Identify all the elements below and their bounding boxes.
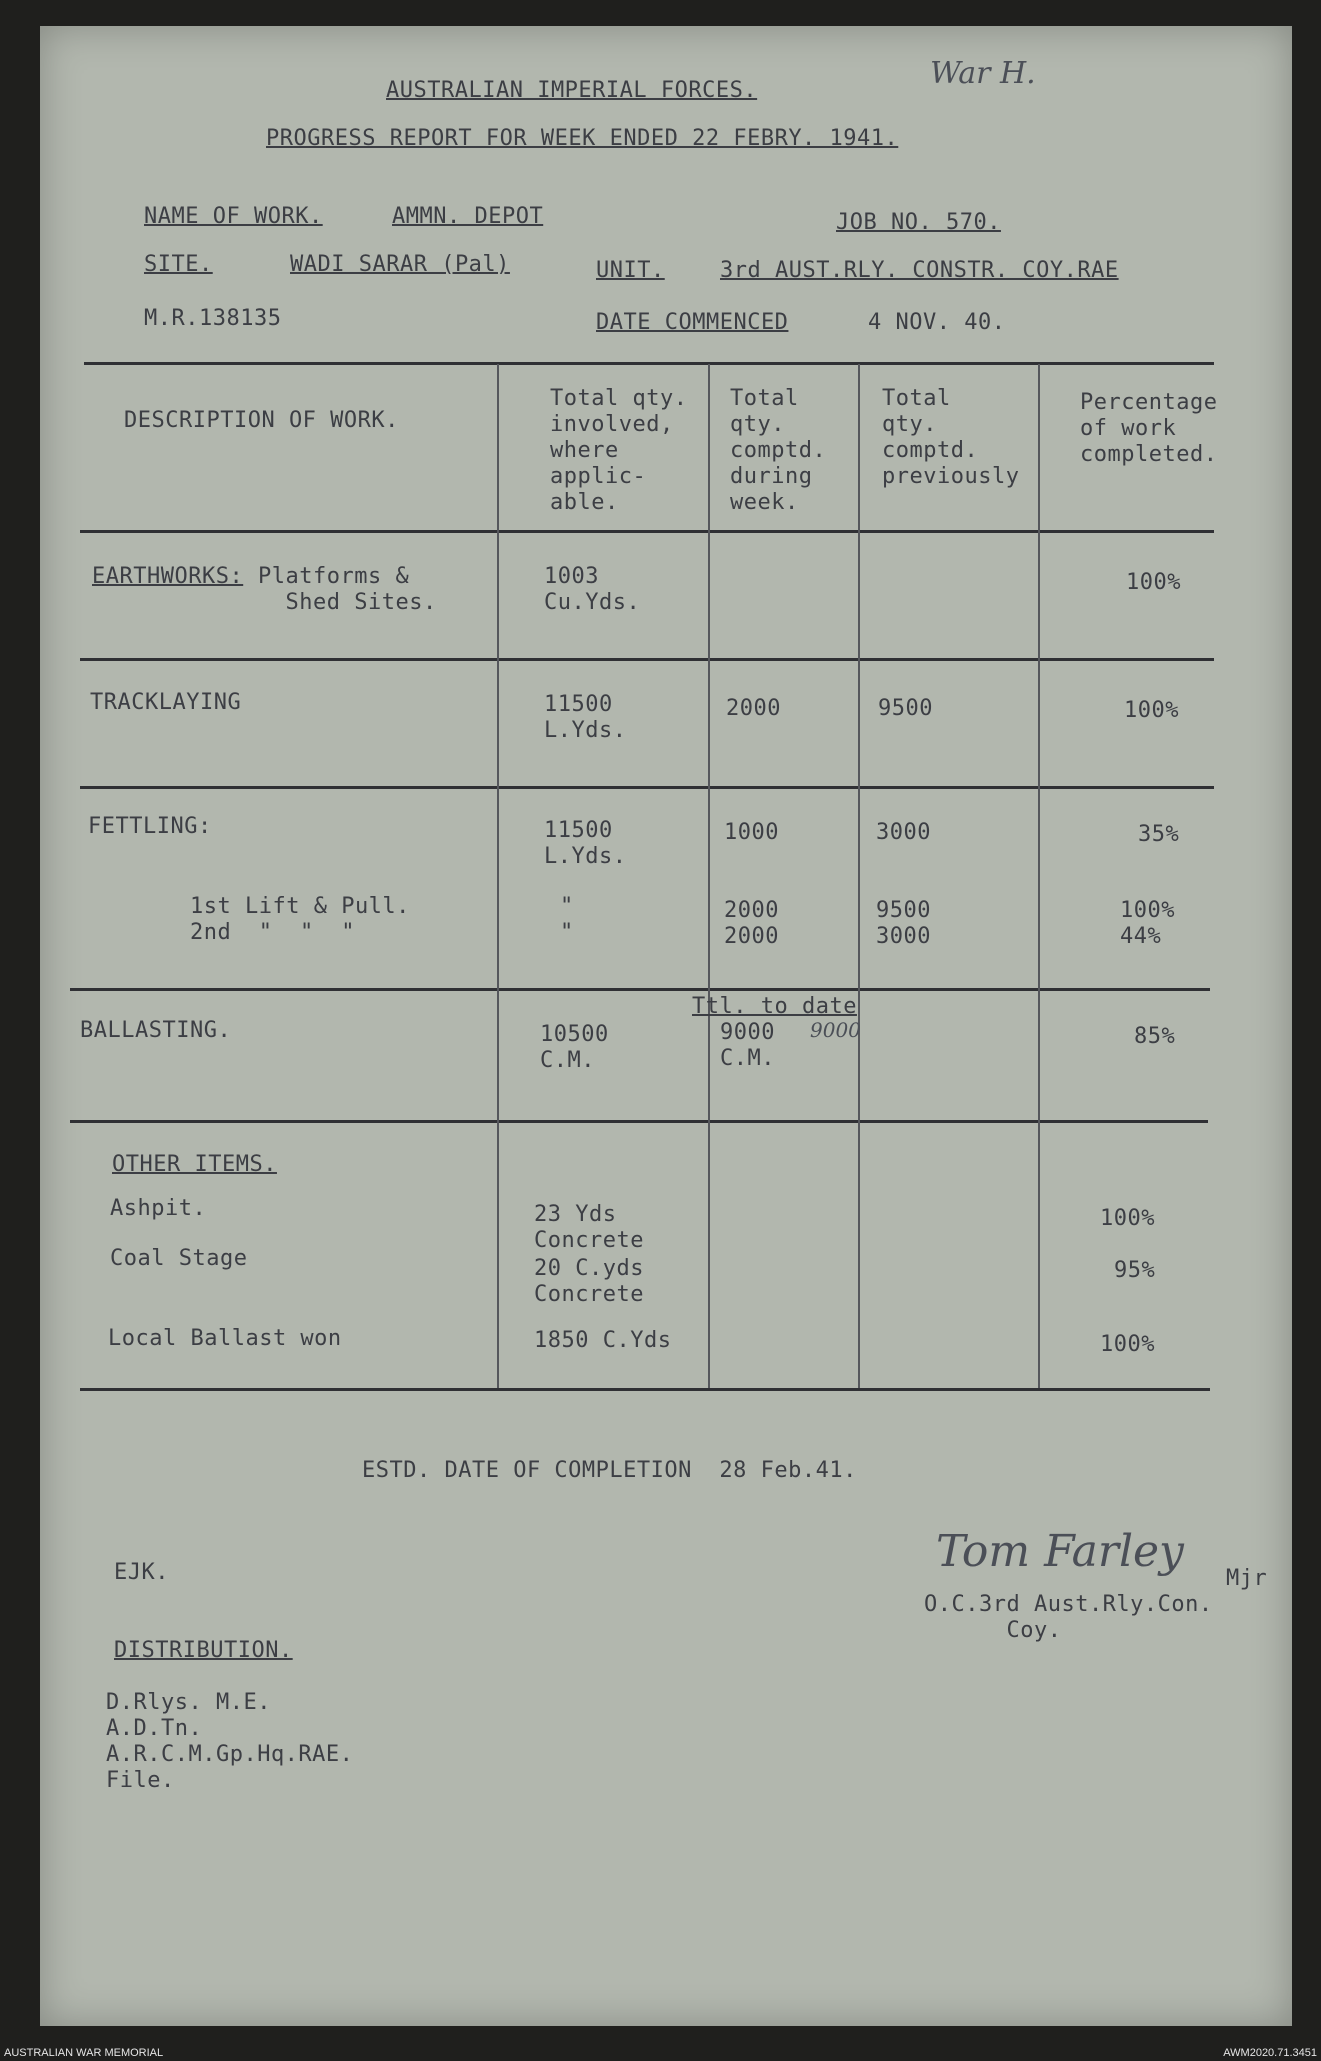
other-item-ballast-percentage: 100%	[1100, 1332, 1155, 1357]
ballasting-week: 9000 C.M.	[720, 1020, 775, 1071]
other-item-ballast-description: Local Ballast won	[108, 1326, 342, 1351]
date-commenced-label: DATE COMMENCED	[596, 310, 789, 335]
handwritten-note: War H.	[930, 56, 1036, 91]
tracklaying-previously: 9500	[878, 696, 933, 721]
map-reference: M.R.138135	[144, 306, 282, 331]
column-header-previously: Total qty. comptd. previously	[882, 386, 1020, 489]
column-divider-3	[858, 364, 860, 1388]
other-item-ballast-qty: 1850 C.Yds	[534, 1328, 672, 1353]
column-header-description: DESCRIPTION OF WORK.	[124, 408, 399, 433]
document-title: AUSTRALIAN IMPERIAL FORCES.	[386, 78, 758, 103]
fettling-previously: 3000	[876, 820, 931, 845]
tracklaying-qty: 11500 L.Yds.	[544, 692, 627, 743]
column-header-percentage: Percentage of work completed.	[1080, 390, 1218, 467]
row-rule-earthworks	[80, 658, 1214, 661]
fettling-sub-week: 2000 2000	[724, 898, 779, 949]
other-item-ashpit-description: Ashpit.	[110, 1196, 207, 1221]
ballasting-percentage: 85%	[1134, 1024, 1176, 1049]
ballasting-to-date-label: Ttl. to date	[692, 994, 857, 1019]
earthworks-label: EARTHWORKS:	[92, 564, 244, 589]
other-item-coal-stage-percentage: 95%	[1114, 1258, 1156, 1283]
date-commenced-value: 4 NOV. 40.	[868, 310, 1006, 335]
fettling-sub-previously: 9500 3000	[876, 898, 931, 949]
signature-rank: Mjr	[1226, 1566, 1268, 1591]
fettling-percentage: 35%	[1138, 822, 1180, 847]
tracklaying-percentage: 100%	[1124, 698, 1179, 723]
column-header-week: Total qty. comptd. during week.	[730, 386, 827, 515]
other-item-coal-stage-qty: 20 C.yds Concrete	[534, 1256, 644, 1307]
fettling-week: 1000	[724, 820, 779, 845]
footer-right: AWM2020.71.3451	[1223, 2047, 1317, 2059]
tracklaying-week: 2000	[726, 696, 781, 721]
distribution-label: DISTRIBUTION.	[114, 1638, 293, 1663]
name-of-work-label: NAME OF WORK.	[144, 204, 323, 229]
column-divider-1	[497, 364, 499, 1388]
column-divider-4	[1038, 364, 1040, 1388]
earthworks-description: Platforms & Shed Sites.	[258, 564, 437, 615]
earthworks-percentage: 100%	[1126, 570, 1181, 595]
other-items-label: OTHER ITEMS.	[112, 1152, 277, 1177]
name-of-work-value: AMMN. DEPOT	[392, 204, 544, 229]
ballasting-qty: 10500 C.M.	[540, 1022, 609, 1073]
signature-title: O.C.3rd Aust.Rly.Con. Coy.	[924, 1592, 1213, 1643]
other-item-ashpit-percentage: 100%	[1100, 1206, 1155, 1231]
fettling-sub-percentage: 100% 44%	[1120, 898, 1175, 949]
document-subtitle: PROGRESS REPORT FOR WEEK ENDED 22 FEBRY. 1941.	[266, 126, 899, 151]
distribution-list: D.Rlys. M.E. A.D.Tn. A.R.C.M.Gp.Hq.RAE. File.	[106, 1690, 354, 1793]
unit-label: UNIT.	[596, 258, 665, 283]
estimated-completion: ESTD. DATE OF COMPLETION 28 Feb.41.	[362, 1458, 857, 1483]
typist-initials: EJK.	[114, 1560, 169, 1585]
other-item-ashpit-qty: 23 Yds Concrete	[534, 1202, 644, 1253]
site-label: SITE.	[144, 252, 213, 277]
fettling-sub-description: 1st Lift & Pull. 2nd " " "	[190, 894, 410, 945]
signature: Tom Farley	[936, 1526, 1184, 1577]
column-divider-2	[708, 364, 710, 1388]
row-rule-tracklaying	[80, 786, 1214, 789]
fettling-sub-qty: " "	[560, 894, 574, 945]
tracklaying-description: TRACKLAYING	[90, 690, 242, 715]
fettling-description: FETTLING:	[88, 814, 212, 839]
table-top-rule	[84, 362, 1214, 365]
site-value: WADI SARAR (Pal)	[290, 252, 510, 277]
earthworks-qty: 1003 Cu.Yds.	[544, 564, 641, 615]
document-page	[40, 26, 1292, 2026]
job-number: JOB NO. 570.	[836, 210, 1001, 235]
other-item-coal-stage-description: Coal Stage	[110, 1246, 248, 1271]
header-bottom-rule	[80, 530, 1214, 533]
table-bottom-rule	[80, 1388, 1210, 1391]
footer-left: AUSTRALIAN WAR MEMORIAL	[4, 2047, 164, 2059]
unit-value: 3rd AUST.RLY. CONSTR. COY.RAE	[720, 258, 1119, 283]
column-header-total-qty: Total qty. involved, where applic- able.	[550, 386, 688, 515]
ballasting-description: BALLASTING.	[80, 1018, 232, 1043]
fettling-qty: 11500 L.Yds.	[544, 818, 627, 869]
ballasting-handwritten-figure: 9000	[810, 1018, 861, 1042]
